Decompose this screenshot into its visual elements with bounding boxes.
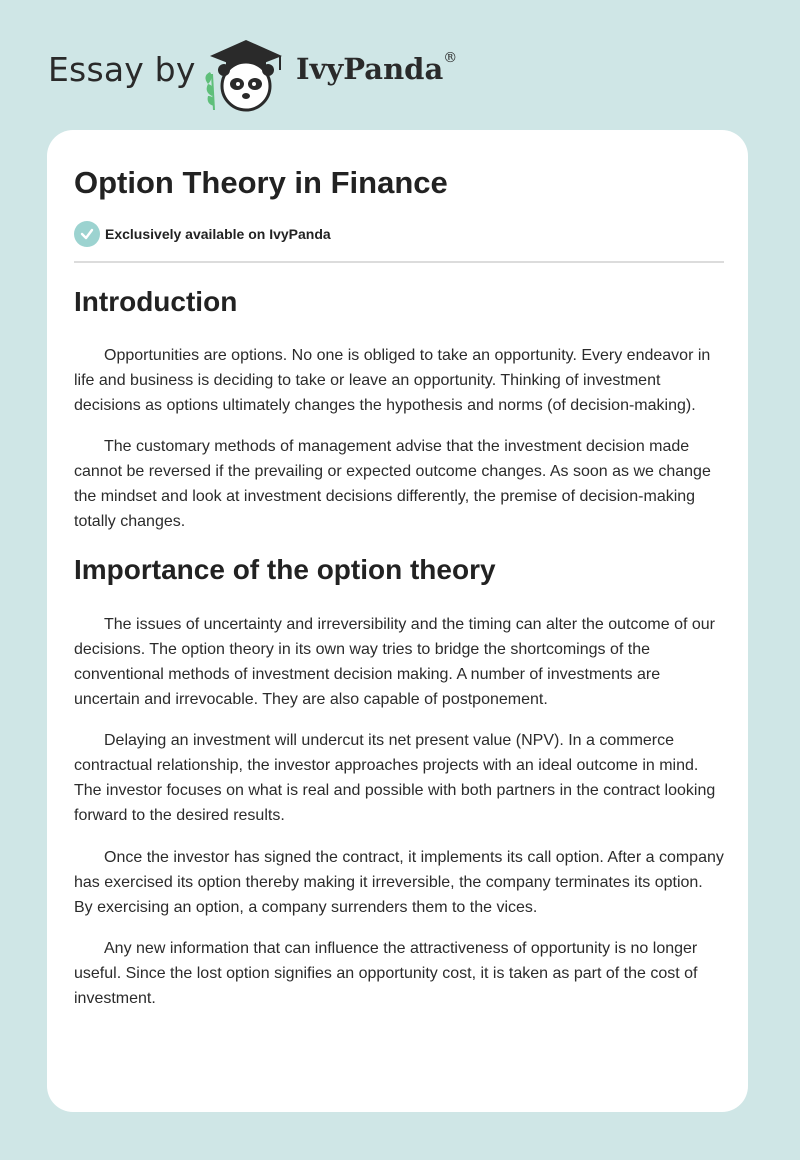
essay-title: Option Theory in Finance — [74, 165, 448, 200]
divider — [74, 261, 724, 263]
paragraph: The issues of uncertainty and irreversibility and the timing can alter the outcome of our decisions. The option theory in its own way tries to bridge the shortcomings of the conventional methods of investment decision making. A number of investments are uncertain and irrevocable. They are also capable of postponement. — [74, 616, 715, 708]
registered-mark: ® — [443, 50, 458, 66]
essay-card — [47, 130, 748, 1112]
essay-by-label: Essay by — [48, 50, 196, 89]
section-heading-introduction: Introduction — [74, 286, 238, 317]
brand-name[interactable]: IvyPanda® — [296, 50, 458, 86]
paragraph: Delaying an investment will undercut its net present value (NPV). In a commerce contractual relationship, the investor approaches projects with an ideal outcome in mind. The investor focuses on what is real and possible with both partners in the contract looking forward to the desired results. — [74, 732, 716, 824]
site-header — [48, 34, 508, 114]
exclusive-badge — [74, 221, 331, 247]
exclusive-badge-text: Exclusively available on IvyPanda — [105, 226, 331, 242]
panda-logo-icon[interactable] — [200, 34, 292, 114]
paragraph: Once the investor has signed the contract, it implements its call option. After a company has exercised its option thereby making it irreversible, the company terminates its option. By exercising an option, a company surrenders them to the vices. — [74, 849, 724, 916]
paragraph: Any new information that can influence the attractiveness of opportunity is no longer useful. Since the lost option signifies an opportunity cost, it is taken as part of the cost of investment. — [74, 940, 698, 1007]
section-heading-importance: Importance of the option theory — [74, 554, 496, 585]
paragraph: The customary methods of management advise that the investment decision made cannot be reversed if the prevailing or expected outcome changes. As soon as we change the mindset and look at investment decisions differently, the premise of decision-making totally changes. — [74, 438, 711, 530]
check-circle-icon — [74, 221, 100, 247]
paragraph: Opportunities are options. No one is obliged to take an opportunity. Every endeavor in life and business is deciding to take or leave an opportunity. Thinking of investment decisions as options ultimately changes the hypothesis and norms (of decision-making). — [74, 347, 711, 414]
